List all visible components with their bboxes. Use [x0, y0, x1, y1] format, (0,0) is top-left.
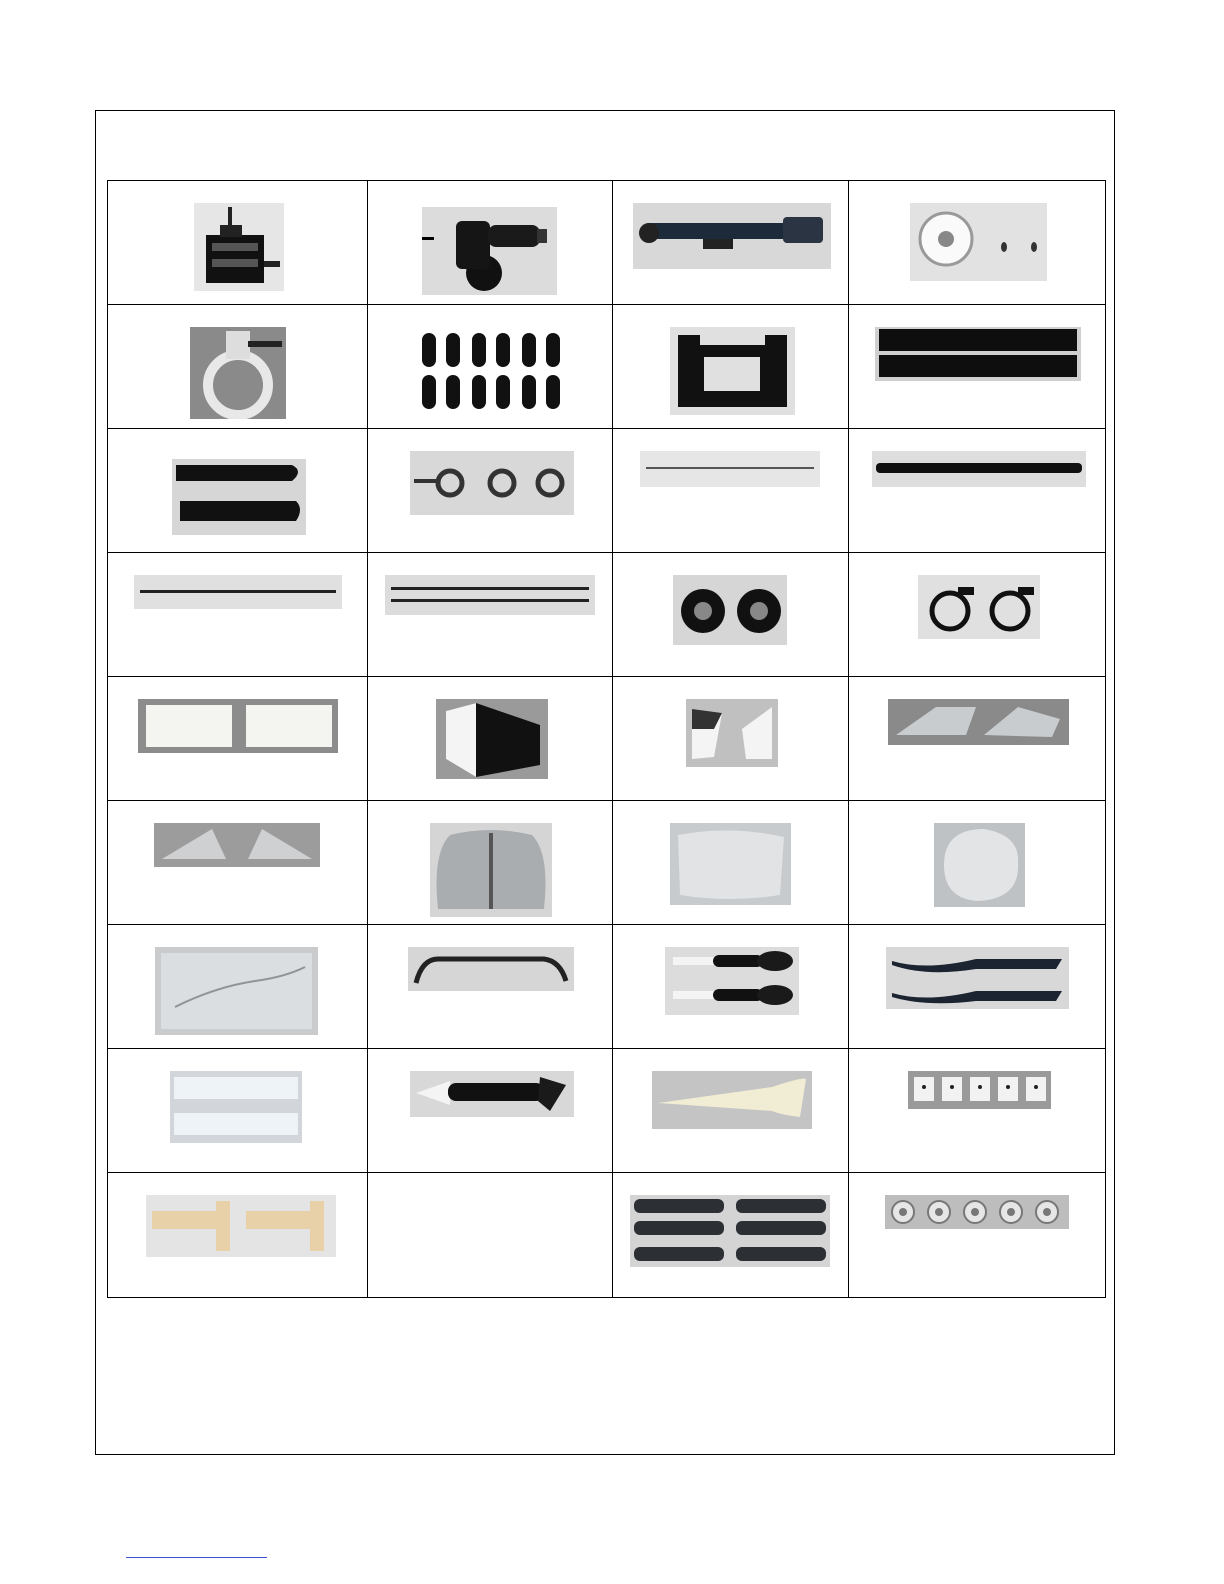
- white-panels-photo: [138, 699, 338, 753]
- wooden-brackets-photo: [146, 1195, 336, 1257]
- triangle-plates-photo: [154, 823, 320, 867]
- main-blades-photo: [875, 327, 1081, 381]
- part-cell: [849, 1173, 1106, 1298]
- part-cell: [849, 801, 1106, 925]
- part-cell: [108, 925, 368, 1049]
- tail-gearbox-photo: [422, 207, 557, 295]
- ball-links-photo: [416, 327, 566, 415]
- skid-legs-photo: [886, 947, 1069, 1009]
- tail-blades-photo: [172, 459, 306, 535]
- clamp-photo: [190, 327, 286, 419]
- part-cell: [108, 553, 368, 677]
- pulley-photo: [910, 203, 1047, 281]
- part-cell: [849, 1049, 1106, 1173]
- part-cell: [108, 801, 368, 925]
- part-cell: [108, 1173, 368, 1298]
- part-cell: [613, 925, 849, 1049]
- side-windows-photo: [888, 699, 1069, 745]
- servo-plate-photo: [670, 327, 795, 415]
- part-cell: [368, 553, 613, 677]
- spacers-photo: [630, 1195, 830, 1267]
- footer-link-underline[interactable]: [126, 1557, 267, 1558]
- cone-photo: [652, 1071, 812, 1129]
- part-cell: [849, 677, 1106, 801]
- part-cell: [613, 677, 849, 801]
- curved-rod-photo: [408, 947, 574, 991]
- clear-sheet-photo: [670, 823, 791, 905]
- bearing-blocks-photo: [673, 575, 787, 645]
- part-cell: [368, 925, 613, 1049]
- main-frame-photo: [194, 203, 284, 291]
- part-cell: [108, 429, 368, 553]
- part-cell: [613, 429, 849, 553]
- part-cell: [613, 1049, 849, 1173]
- part-cell: [368, 429, 613, 553]
- canopy-front-photo: [430, 823, 552, 917]
- part-cell: [613, 181, 849, 305]
- tail-pushrods-photo: [385, 575, 595, 615]
- steel-rod-photo: [640, 451, 820, 487]
- part-cell: [368, 1173, 613, 1298]
- part-cell: [613, 553, 849, 677]
- bushings-photo: [885, 1195, 1069, 1229]
- fin-photo: [436, 699, 548, 779]
- part-cell: [849, 553, 1106, 677]
- canopy-nose-photo: [934, 823, 1025, 907]
- guides-photo: [410, 451, 574, 515]
- white-strips-photo: [170, 1071, 302, 1143]
- parts-table: [107, 180, 1106, 1298]
- square-mounts-photo: [908, 1071, 1051, 1109]
- pushrod-long-photo: [134, 575, 342, 609]
- part-cell: [613, 1173, 849, 1298]
- part-cell: [108, 181, 368, 305]
- part-cell: [108, 1049, 368, 1173]
- strut-photo: [633, 203, 831, 269]
- part-cell: [368, 1049, 613, 1173]
- part-cell: [613, 305, 849, 429]
- part-cell: [368, 677, 613, 801]
- window-sheet-photo: [155, 947, 318, 1035]
- gear-struts-photo: [665, 947, 799, 1015]
- boom-clamps-photo: [918, 575, 1040, 639]
- exhaust-photo: [410, 1071, 574, 1117]
- part-cell: [368, 801, 613, 925]
- part-cell: [849, 429, 1106, 553]
- part-cell: [108, 677, 368, 801]
- part-cell: [108, 305, 368, 429]
- part-cell: [849, 181, 1106, 305]
- part-cell: [613, 801, 849, 925]
- part-cell: [368, 305, 613, 429]
- stabilizers-photo: [686, 699, 778, 767]
- part-cell: [849, 305, 1106, 429]
- boom-tube-photo: [872, 451, 1086, 487]
- part-cell: [368, 181, 613, 305]
- part-cell: [849, 925, 1106, 1049]
